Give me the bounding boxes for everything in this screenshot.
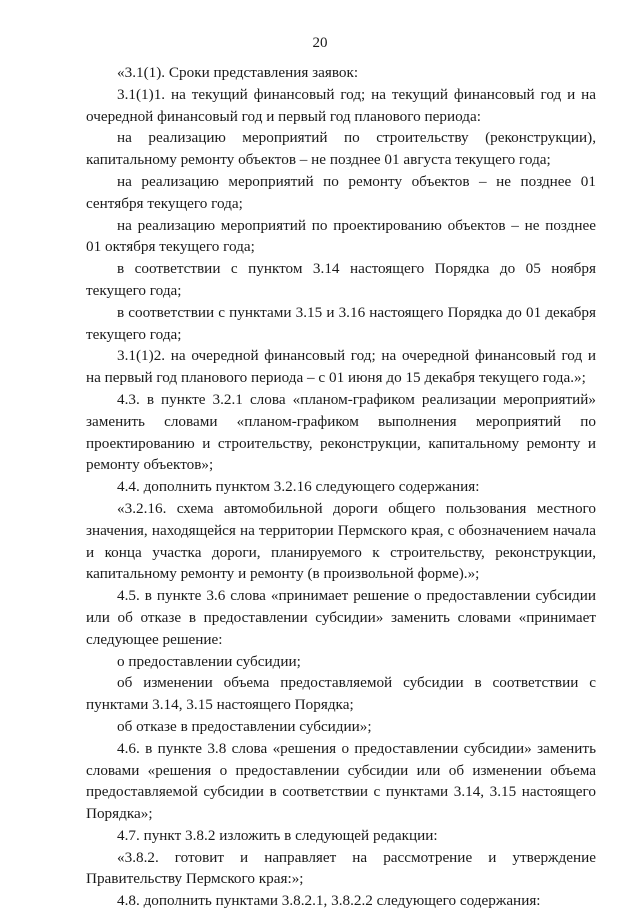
paragraph: 4.4. дополнить пунктом 3.2.16 следующего содержания: [117,478,480,496]
paragraph: 4.5. в пункте 3.6 слова «принимает решение о предоставлении субсидии или об отказе в предоставлении субсидии» заменить словами «принимает следующее решение: [86,587,596,648]
paragraph: об изменении объема предоставляемой субсидии в соответствии с пунктами 3.14, 3.15 настоящего Порядка; [86,674,596,714]
paragraph: 4.3. в пункте 3.2.1 слова «планом-графиком реализации мероприятий» заменить словами «планом-графиком выполнения мероприятий по проектированию и строительству, реконструкции, капитальному ремонту и ремонту объектов»; [86,390,596,474]
paragraph: 3.1(1)2. на очередной финансовый год; на очередной финансовый год и на первый год планового периода – с 01 июня до 15 декабря текущего года.»; [86,347,596,387]
paragraph: 4.7. пункт 3.8.2 изложить в следующей редакции: [117,826,438,844]
document-body [86,62,596,912]
paragraph: об отказе в предоставлении субсидии»; [117,717,372,735]
paragraph: 4.8. дополнить пунктами 3.8.2.1, 3.8.2.2 следующего содержания: [117,892,541,910]
paragraph: в соответствии с пунктами 3.15 и 3.16 настоящего Порядка до 01 декабря текущего года; [86,303,596,343]
paragraph: 3.1(1)1. на текущий финансовый год; на текущий финансовый год и на очередной финансовый год и первый год планового периода: [86,85,596,125]
paragraph: о предоставлении субсидии; [117,652,301,670]
paragraph: 4.6. в пункте 3.8 слова «решения о предоставлении субсидии» заменить словами «решения о предоставлении субсидии или об изменении объема предоставляемой субсидии в соответствии с пунктами 3.14, 3.15 настоящего Порядка»; [86,739,596,823]
paragraph: «3.1(1). Сроки представления заявок: [117,64,359,81]
paragraph: на реализацию мероприятий по ремонту объектов – не позднее 01 сентября текущего года; [86,172,596,212]
paragraph: в соответствии с пунктом 3.14 настоящего Порядка до 05 ноября текущего года; [86,260,596,299]
paragraph: на реализацию мероприятий по проектированию объектов – не позднее 01 октября текущего года; [86,216,596,256]
paragraph: на реализацию мероприятий по строительству (реконструкции), капитальному ремонту объектов – не позднее 01 августа текущего года; [86,129,596,169]
paragraph: «3.2.16. схема автомобильной дороги общего пользования местного значения, находящейся на территории Пермского края, с обозначением начала и конца участка дороги, планируемого к строительству, реконструкции, капитальному ремонту и ремонту (в произвольной форме).»; [86,499,596,583]
paragraph: «3.8.2. готовит и направляет на рассмотрение и утверждение Правительству Пермского края:»; [86,848,596,888]
page-number: 20 [312,35,328,51]
